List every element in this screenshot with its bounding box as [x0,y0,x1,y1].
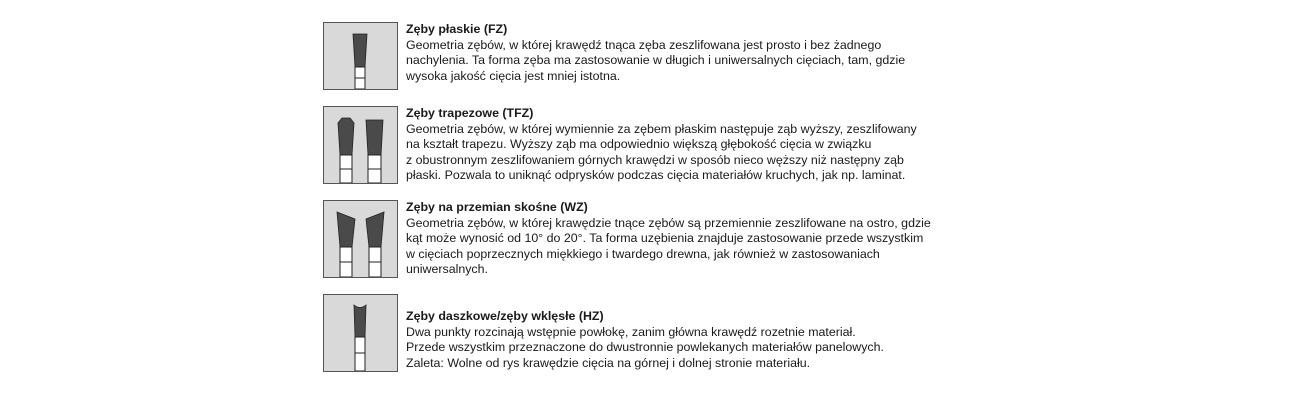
trapezoid-tooth-icon [323,106,398,184]
entry-text-line: kąt może wynosić od 10° do 20°. Ta forma uzębienia znajduje zastosowanie przede wszystkim [406,231,924,245]
entry-title: Zęby trapezowe (TFZ) [406,106,534,120]
entry-text-line: uniwersalnych. [406,262,488,276]
hollow-tooth-icon [323,294,398,372]
entry-text-line: Zaleta: Wolne od rys krawędzie cięcia na górnej i dolnej stronie materiału. [406,355,811,370]
entry-text-line: Przede wszystkim przeznaczone do dwustronnie powlekanych materiałów panelowych. [406,340,884,354]
entry-text-line: Dwa punkty rozcinają wstępnie powłokę, zanim główna krawędź rozetnie materiał. [406,324,856,339]
entry-text-line: na kształt trapezu. Wyższy ząb ma odpowiednio większą głębokość cięcia w związku [406,137,872,151]
entry-text-line: Geometria zębów, w której krawędź tnąca zęba zeszlifowana jest prosto i bez żadnego [406,37,882,52]
entry-text-line: nachylenia. Ta forma zęba ma zastosowanie w długich i uniwersalnych cięciach, tam, gdzie [406,53,906,67]
entry-title: Zęby na przemian skośne (WZ) [406,200,588,214]
alternate-bevel-tooth-icon [323,200,398,278]
entry-text-line: Geometria zębów, w której krawędzie tnące zębów są przemiennie zeszlifowane na ostro, gdzie [406,215,931,230]
entry-text-line: wysoka jakość cięcia jest mniej istotna. [406,68,621,83]
entry-text-line: w cięciach poprzecznych miękkiego i twardego drewna, jak również w zastosowaniach [406,246,880,261]
entry-text-line: płaski. Pozwala to uniknąć odprysków podczas cięcia materiałów kruchych, jak np. laminat. [406,168,906,182]
entry-title: Zęby daszkowe/zęby wklęsłe (HZ) [406,309,604,323]
flat-tooth-icon [323,22,398,90]
entry-text-line: Geometria zębów, w której wymiennie za zębem płaskim następuje ząb wyższy, zeszlifowany [406,121,917,136]
entry-title: Zęby płaskie (FZ) [406,22,508,36]
entry-text-line: z obustronnym zeszlifowaniem górnych krawędzi w sposób nieco węższy niż następny ząb [406,152,904,167]
